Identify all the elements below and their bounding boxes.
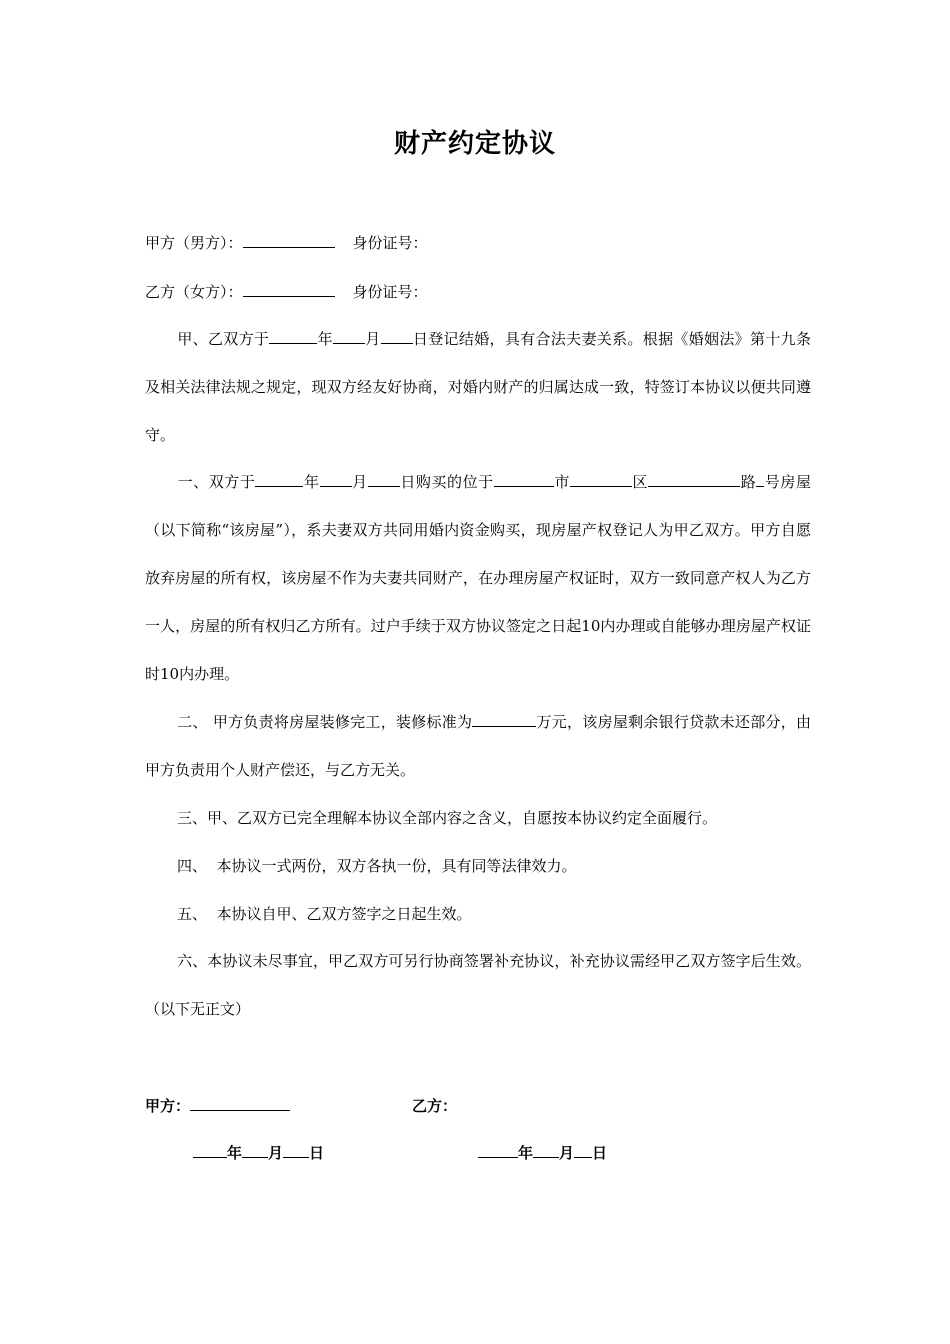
renovation-amount-blank[interactable]	[472, 710, 536, 727]
road-blank[interactable]	[648, 470, 740, 487]
party-a-id-label: 身份证号：	[352, 234, 428, 252]
intro-text: 月	[364, 330, 381, 348]
party-b-signature-label: 乙方：	[412, 1097, 458, 1115]
party-b-name-blank[interactable]	[243, 280, 335, 297]
clause-2	[145, 698, 811, 794]
clause-text: 四、 本协议一式两份，双方各执一份，具有同等法律效力。	[177, 857, 577, 875]
party-a-month-blank[interactable]	[242, 1141, 268, 1158]
clause-text: 区	[631, 473, 649, 491]
party-b-id-label: 身份证号：	[352, 283, 428, 301]
party-a-signature-label: 甲方：	[145, 1097, 191, 1115]
clause-text: 月	[351, 473, 368, 491]
party-b-signature	[412, 1094, 457, 1118]
clause-text: 一、双方于	[177, 473, 256, 491]
party-b-year-blank[interactable]	[478, 1141, 518, 1158]
month-label: 月	[268, 1144, 284, 1162]
city-blank[interactable]	[494, 470, 554, 487]
clause-text: 六、本协议未尽事宜，甲乙双方可另行协商签署补充协议，补充协议需经甲乙双方签字后生效。（以下无正文）	[145, 952, 811, 1018]
marriage-month-blank[interactable]	[333, 327, 365, 344]
intro-paragraph	[145, 315, 811, 459]
party-a-label: 甲方（男方）：	[145, 234, 243, 252]
marriage-day-blank[interactable]	[381, 327, 413, 344]
party-b-month-blank[interactable]	[533, 1141, 559, 1158]
clause-text: 日购买的位于	[399, 473, 494, 491]
party-a-signature	[145, 1094, 290, 1118]
party-b-date	[478, 1141, 607, 1165]
party-a-signature-blank[interactable]	[190, 1094, 290, 1111]
clause-text: 年	[303, 473, 320, 491]
party-b-label: 乙方（女方）：	[145, 283, 243, 301]
party-b-day-blank[interactable]	[574, 1141, 592, 1158]
clause-text: 五、 本协议自甲、乙双方签字之日起生效。	[177, 905, 472, 923]
document-title: 财产约定协议	[393, 129, 556, 159]
clause-5	[145, 890, 811, 938]
purchase-month-blank[interactable]	[320, 470, 352, 487]
clause-6	[145, 937, 811, 1033]
party-b-line	[145, 280, 428, 304]
year-label: 年	[518, 1144, 534, 1162]
clause-text: 万元，该房屋剩余银行贷款未还部分，由甲方负责用个人财产偿还，与乙方无关。	[145, 713, 811, 779]
intro-text: 日登记结婚，具有合法夫妻关系。根据《婚姻法》第十九条及相关法律法规之规定，现双方经友好协商，对婚内财产的归属达成一致，特签订本协议以便共同遵守。	[145, 330, 811, 444]
intro-text: 甲、乙双方于	[177, 330, 270, 348]
purchase-year-blank[interactable]	[255, 470, 303, 487]
district-blank[interactable]	[570, 470, 632, 487]
year-label: 年	[227, 1144, 243, 1162]
intro-text: 年	[317, 330, 333, 348]
clause-text: 路	[740, 473, 757, 491]
party-a-line	[145, 231, 428, 255]
clause-text: 市	[553, 473, 570, 491]
clause-text: 二、 甲方负责将房屋装修完工，装修标准为	[177, 713, 473, 731]
clause-4	[145, 842, 811, 890]
clause-text: 号房屋（以下简称“该房屋”），系夫妻双方共同用婚内资金购买，现房屋产权登记人为甲乙双方。甲方自愿放弃房屋的所有权，该房屋不作为夫妻共同财产，在办理房屋产权证时，双方一致同意产权人为乙方一人，房屋的所有权归乙方所有。过户手续于双方协议签定之日起10内办理或自能够办理房屋产权证时10内办理。	[145, 473, 811, 683]
month-label: 月	[559, 1144, 575, 1162]
party-a-day-blank[interactable]	[283, 1141, 309, 1158]
clause-3	[145, 794, 811, 842]
party-a-name-blank[interactable]	[243, 231, 335, 248]
marriage-year-blank[interactable]	[269, 327, 317, 344]
clause-1	[145, 458, 811, 698]
day-label: 日	[592, 1144, 608, 1162]
purchase-day-blank[interactable]	[368, 470, 400, 487]
day-label: 日	[309, 1144, 325, 1162]
party-a-year-blank[interactable]	[193, 1141, 227, 1158]
clause-text: 三、甲、乙双方已完全理解本协议全部内容之含义，自愿按本协议约定全面履行。	[177, 809, 718, 827]
party-a-date	[193, 1141, 324, 1165]
